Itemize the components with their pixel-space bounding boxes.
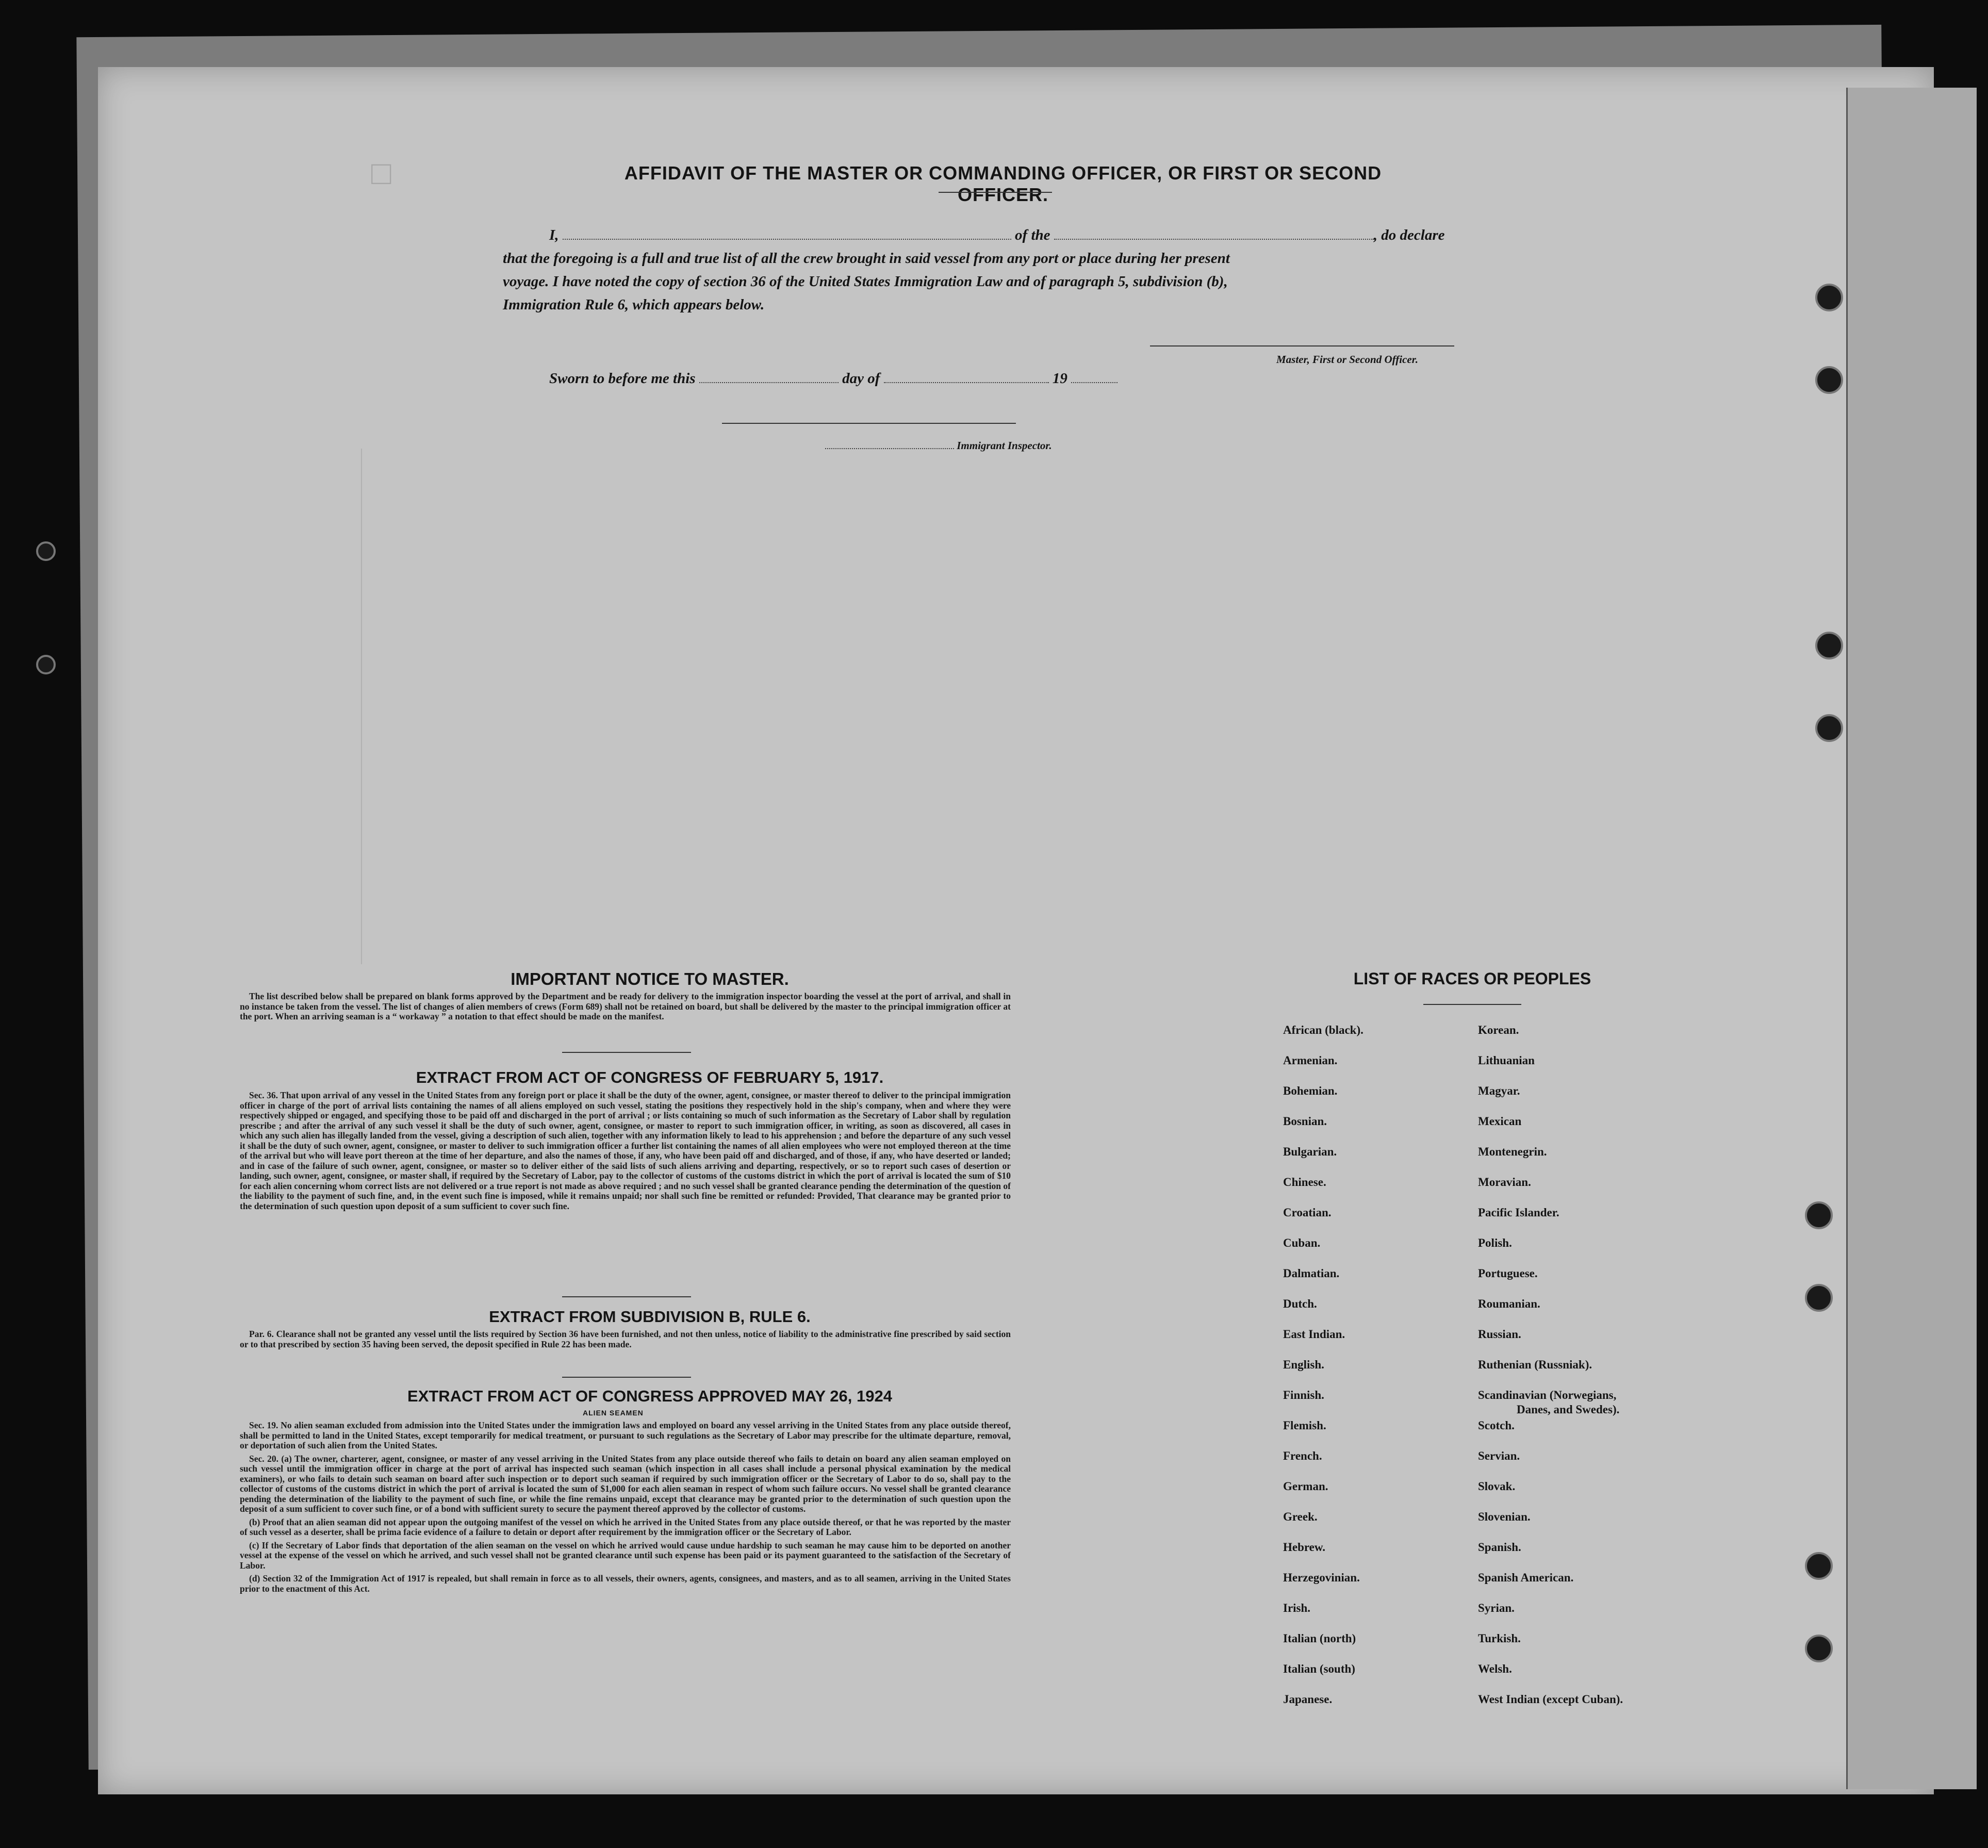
inspector-field	[825, 448, 954, 449]
inspector-signature-line	[722, 423, 1016, 424]
title-underline	[939, 192, 1052, 193]
race-item: Slovenian.	[1478, 1510, 1531, 1523]
extract-1917-text: Sec. 36. That upon arrival of any vessel in the United States from any foreign port or place it shall be the duty of the owner, agent, consignee, or master thereof to deliver to the principal immigration officer in charge of the port of arrival lists containing the names of all aliens employed on such vessel, stating the positions they respectively hold in the ship's company, when and where they were respectively shipped or engaged, and specifying those to be paid off and discharged in the port of arrival ; or lists containing so much of such information as the Secretary of Labor shall by regulation prescribe ; and after the arrival of any such vessel it shall be the duty of such owner, agent, consignee, or master to report to such immigration officer, in writing, as soon as discovered, all cases in which any such alien has illegally landed from the vessel, giving a description of such alien, together with any information likely to lead to his apprehension ; and before the departure of any such vessel it shall be the duty of such owner, agent, consignee, or master to deliver to such immigration officer a further list containing the names of all alien employees who were not employed thereon at the time of the arrival but who will leave port thereon at the time of her departure, and also the names of those, if any, who have been paid off and discharged, and of those, if any, who have deserted or landed; and in case of the failure of such owner, agent, consignee, or master so to deliver either of the said lists of such aliens arriving and departing, respectively, or so to report such cases of desertion or landing, such owner, agent, consignee, or master shall, if required by the Secretary of Labor, pay to the collector of customs of the customs district in which the port of arrival is located the sum of $10 for each alien concerning whom correct lists are not delivered or a true report is not made as above required ; and no such vessel shall be granted clearance pending the determination of the question of the liability to the payment of such fine, and, in the event such fine is imposed, while it remains unpaid; nor shall such fine be remitted or refunded: Provided, That clearance may be granted prior to the determination of such question upon deposit of a sum sufficient to cover such fine.	[240, 1090, 1011, 1211]
race-item: Portuguese.	[1478, 1267, 1538, 1280]
race-item: Lithuanian	[1478, 1054, 1535, 1067]
extract-1924-sec20d: (d) Section 32 of the Immigration Act of 1917 is repealed, but shall remain in force as to all vessels, their owners, agents, consignees, and masters, and as to all seamen, arriving in the United States prior to the enactment of this Act.	[240, 1573, 1011, 1594]
race-item: Irish.	[1283, 1602, 1311, 1614]
race-item: Scotch.	[1478, 1419, 1515, 1432]
race-item: Finnish.	[1283, 1389, 1324, 1401]
races-title-underline	[1423, 1004, 1521, 1005]
race-item: Dutch.	[1283, 1297, 1317, 1310]
race-item: Slovak.	[1478, 1480, 1516, 1493]
race-item: Flemish.	[1283, 1419, 1326, 1432]
race-item: German.	[1283, 1480, 1328, 1493]
race-item: Moravian.	[1478, 1176, 1531, 1189]
affidavit-line-4: Immigration Rule 6, which appears below.	[503, 296, 765, 313]
affidavit-i-label: I,	[549, 227, 559, 243]
extract-1924-sec20b: (b) Proof that an alien seaman did not appear upon the outgoing manifest of the vessel on which he arrived in the United States from any place outside thereof, or that he was reported by the master of such vessel as a deserter, shall be prima facie evidence of a failure to detain or deport after requirement by the immigration officer or the Secretary of Labor.	[240, 1516, 1011, 1537]
important-notice-text: The list described below shall be prepared on blank forms approved by the Department and be ready for delivery to the immigration inspector boarding the vessel at the port of arrival, and shall in no instance be taken from the vessel. The list of changes of alien members of crews (Form 689) shall not be retained on board, but shall be delivered by the master to the principal immigration officer at the port. When an arriving seaman is a “ workaway ” a notation to that effect should be made on the manifest.	[240, 991, 1011, 1021]
extract-rule6-title: EXTRACT FROM SUBDIVISION B, RULE 6.	[489, 1308, 811, 1326]
extract-1924-sec20a: Sec. 20. (a) The owner, charterer, agent, consignee, or master of any vessel arriving in the United States from any place outside thereof who fails to detain on board any alien seaman employed on such vessel until the immigration officer in charge at the port of arrival has inspected such seaman (which inspection in all cases shall include a personal physical examination by the medical examiners), or who fails to detain such seaman on board after such inspection or to deport such seaman if required by such immigration officer or the Secretary of Labor to do so, shall pay to the collector of customs of the customs district in which the port of arrival is located the sum of $1,000 for each alien seaman in respect of whom such failure occurs. No vessel shall be granted clearance pending the determination of the liability to the payment of such fine, or while the fine remains unpaid, except that clearance may be granted prior to the determination of such question upon the deposit of a sum sufficient to cover such fine, or of a bond with sufficient surety to secure the payment thereof approved by the collector of customs.	[240, 1453, 1011, 1514]
binder-hole	[36, 541, 56, 561]
sworn-year-field[interactable]	[1071, 382, 1118, 383]
divider	[562, 1377, 691, 1378]
race-item: Polish.	[1478, 1236, 1512, 1249]
race-item: Syrian.	[1478, 1602, 1515, 1614]
master-name-field[interactable]	[563, 239, 1011, 240]
race-item: Greek.	[1283, 1510, 1318, 1523]
race-item: Dalmatian.	[1283, 1267, 1340, 1280]
binder-hole	[1805, 1284, 1833, 1312]
extract-1924-subtitle: ALIEN SEAMEN	[583, 1409, 644, 1417]
extract-1917-title: EXTRACT FROM ACT OF CONGRESS OF FEBRUARY 5, 1917.	[416, 1068, 884, 1086]
master-signature-line	[1150, 345, 1454, 346]
race-item: Italian (north)	[1283, 1632, 1356, 1645]
race-item: Pacific Islander.	[1478, 1206, 1559, 1219]
race-item: East Indian.	[1283, 1328, 1345, 1341]
race-item: Spanish American.	[1478, 1571, 1574, 1584]
binder-hole	[1815, 366, 1843, 394]
affidavit-declare-label: , do declare	[1373, 227, 1445, 243]
race-item: Herzegovinian.	[1283, 1571, 1360, 1584]
race-item: Bulgarian.	[1283, 1145, 1337, 1158]
race-item: Servian.	[1478, 1449, 1520, 1462]
race-item: Armenian.	[1283, 1054, 1338, 1067]
binding-flap	[1846, 88, 1977, 1789]
races-title: LIST OF RACES OR PEOPLES	[1353, 969, 1591, 988]
affidavit-title: AFFIDAVIT OF THE MASTER OR COMMANDING OFFICER, OR FIRST OR SECOND OFFICER.	[624, 162, 1382, 205]
binder-hole	[1815, 714, 1843, 742]
races-right-column	[1478, 1024, 1623, 1723]
binder-hole	[1815, 632, 1843, 659]
race-item: Ruthenian (Russniak).	[1478, 1358, 1592, 1371]
binder-hole	[1805, 1635, 1833, 1662]
race-item: Roumanian.	[1478, 1297, 1540, 1310]
extract-1924-text	[240, 1421, 1011, 1597]
divider	[562, 1052, 691, 1053]
race-item: Spanish.	[1478, 1541, 1521, 1554]
important-notice-title: IMPORTANT NOTICE TO MASTER.	[511, 969, 789, 988]
master-caption: Master, First or Second Officer.	[1276, 353, 1418, 366]
race-item: Magyar.	[1478, 1084, 1520, 1097]
race-item: Russian.	[1478, 1328, 1521, 1341]
sworn-month-field[interactable]	[884, 382, 1049, 383]
extract-1924-sec20c: (c) If the Secretary of Labor finds that deportation of the alien seaman on the vessel on which he arrived would cause undue hardship to such seaman he may cause him to be deported on another vessel at the expense of the vessel on which he arrived, and such vessel shall not be granted clearance until such expense has been paid or its payment guaranteed to the satisfaction of the Secretary of Labor.	[240, 1540, 1011, 1571]
race-item: Montenegrin.	[1478, 1145, 1547, 1158]
race-item: Japanese.	[1283, 1693, 1333, 1706]
vessel-name-field[interactable]	[1054, 239, 1374, 240]
inspector-line	[825, 439, 1052, 452]
sworn-day-of-label: day of	[842, 370, 880, 387]
sworn-day-field[interactable]	[699, 382, 839, 383]
race-item: African (black).	[1283, 1024, 1363, 1036]
race-item: Hebrew.	[1283, 1541, 1325, 1554]
divider	[562, 1296, 691, 1297]
sworn-prefix: Sworn to before me this	[549, 370, 696, 387]
extract-1924-sec19: Sec. 19. No alien seaman excluded from admission into the United States under the immigration laws and employed on board any vessel arriving in the United States from any place outside thereof, shall be permitted to land in the United States, except temporarily for medical treatment, or pursuant to such regulations as the Secretary of Labor may prescribe for the ultimate departure, removal, or deportation of such alien from the United States.	[240, 1420, 1011, 1450]
race-item: Welsh.	[1478, 1662, 1512, 1675]
inspector-caption: Immigrant Inspector.	[957, 439, 1052, 452]
sworn-year-label: 19	[1052, 370, 1067, 387]
race-item: Scandinavian (Norwegians,	[1478, 1389, 1617, 1401]
race-item: Italian (south)	[1283, 1662, 1355, 1675]
race-item: Cuban.	[1283, 1236, 1321, 1249]
binder-hole	[1815, 284, 1843, 311]
race-item: French.	[1283, 1449, 1322, 1462]
sworn-line	[549, 370, 1118, 387]
race-item: Turkish.	[1478, 1632, 1521, 1645]
race-item: Croatian.	[1283, 1206, 1332, 1219]
affidavit-line-3: voyage. I have noted the copy of section 36 of the United States Immigration Law and of paragraph 5, subdivision (b),	[503, 273, 1228, 290]
affidavit-of-the-label: of the	[1015, 227, 1050, 243]
race-item: Chinese.	[1283, 1176, 1326, 1189]
bleed-through-text: □	[371, 157, 399, 194]
races-left-column	[1283, 1024, 1363, 1723]
binder-hole	[1805, 1201, 1833, 1229]
race-item: Mexican	[1478, 1115, 1522, 1128]
race-item: Danes, and Swedes).	[1517, 1403, 1620, 1416]
binder-hole	[1805, 1552, 1833, 1580]
extract-1924-title: EXTRACT FROM ACT OF CONGRESS APPROVED MAY 26, 1924	[407, 1387, 892, 1405]
race-item: Korean.	[1478, 1024, 1519, 1036]
race-item: Bosnian.	[1283, 1115, 1327, 1128]
race-item: West Indian (except Cuban).	[1478, 1693, 1623, 1706]
affidavit-line-2: that the foregoing is a full and true list of all the crew brought in said vessel from any port or place during her present	[503, 250, 1230, 267]
race-item: Bohemian.	[1283, 1084, 1338, 1097]
binder-hole	[36, 655, 56, 674]
affidavit-line-1	[549, 227, 1444, 244]
bleed-through-rows	[361, 449, 1754, 964]
extract-rule6-text: Par. 6. Clearance shall not be granted any vessel until the lists required by Section 36 have been furnished, and not then unless, notice of liability to the administrative fine prescribed by said section or to that prescribed by section 35 having been served, the deposit specified in Rule 22 has been made.	[240, 1329, 1011, 1349]
race-item: English.	[1283, 1358, 1324, 1371]
